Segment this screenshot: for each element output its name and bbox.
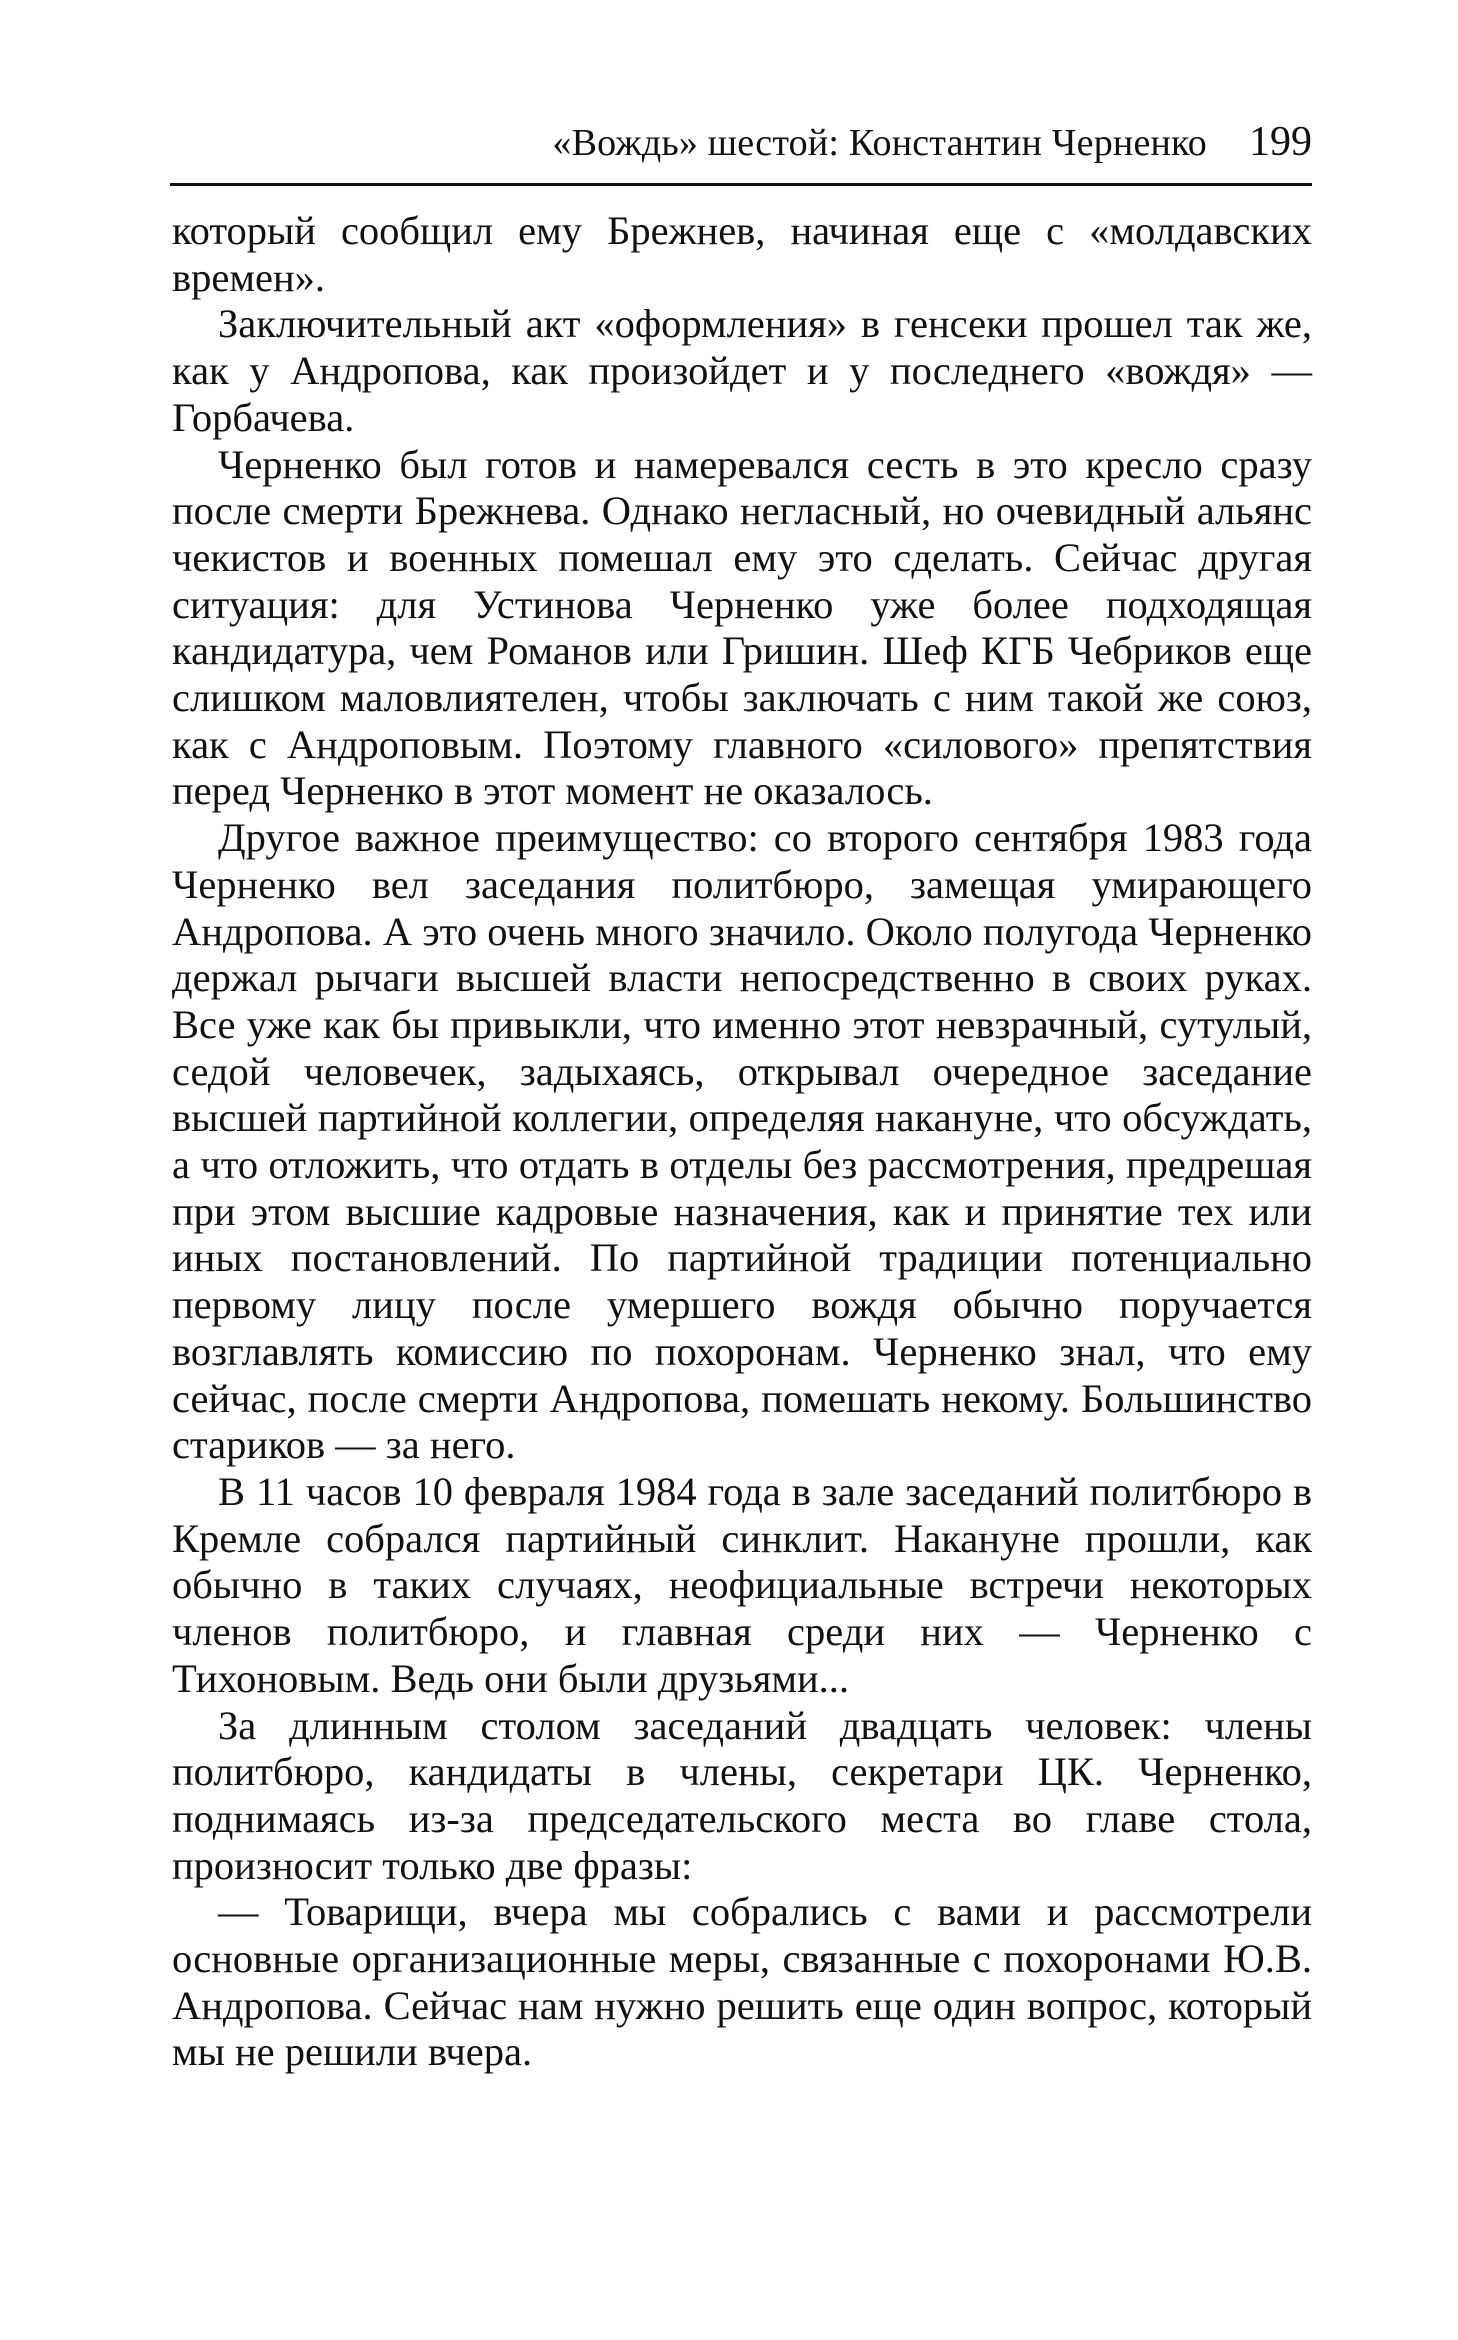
header-rule <box>170 183 1312 186</box>
body-text <box>172 208 1312 2076</box>
paragraph: — Товарищи, вчера мы собрались с вами и рассмотрели основные организационные меры, связанные с похоронами Ю.В. Андропова. Сейчас нам нужно решить еще один вопрос, который мы не решили вчера. <box>172 1889 1312 2075</box>
paragraph: В 11 часов 10 февраля 1984 года в зале заседаний политбюро в Кремле собрался партийный синклит. Накануне прошли, как обычно в таких случаях, неофициальные встречи некоторых членов политбюро, и главная среди них — Черненко с Тихоновым. Ведь они были друзьями... <box>172 1468 1312 1701</box>
paragraph: Черненко был готов и намеревался сесть в это кресло сразу после смерти Брежнева. Однако негласный, но очевидный альянс чекистов и военных помешал ему это сделать. Сейчас другая ситуация: для Устинова Черненко уже более подходящая кандидатура, чем Романов или Гришин. Шеф КГБ Чебриков еще слишком маловлиятелен, чтобы заключать с ним такой же союз, как с Андроповым. Поэтому главного «силового» препятствия перед Черненко в этот момент не оказалось. <box>172 441 1312 814</box>
paragraph: который сообщил ему Брежнев, начиная еще с «молдавских времен». <box>172 208 1312 300</box>
paragraph: Другое важное преимущество: со второго сентября 1983 года Черненко вел заседания политбюро, замещая умирающего Андропова. А это очень много значило. Около полугода Черненко держал рычаги высшей власти непосредственно в своих руках. Все уже как бы привыкли, что именно этот невзрачный, сутулый, седой человечек, задыхаясь, открывал очередное заседание высшей партийной коллегии, определяя накануне, что обсуждать, а что отложить, что отдать в отделы без рассмотрения, предрешая при этом высшие кадровые назначения, как и принятие тех или иных постановлений. По партийной традиции потенциально первому лицу после умершего вождя обычно поручается возглавлять комиссию по похоронам. Черненко знал, что ему сейчас, после смерти Андропова, помешать некому. Большинство стариков — за него. <box>172 815 1312 1468</box>
running-header <box>170 118 1312 178</box>
paragraph: Заключительный акт «оформления» в генсеки прошел так же, как у Андропова, как произойдет и у последнего «вождя» — Горбачева. <box>172 301 1312 440</box>
running-title: «Вождь» шестой: Константин Черненко <box>552 122 1207 164</box>
paragraph: За длинным столом заседаний двадцать человек: члены политбюро, кандидаты в члены, секретари ЦК. Черненко, поднимаясь из-за председательского места во главе стола, произносит только две фразы: <box>172 1702 1312 1888</box>
page-number: 199 <box>1249 119 1312 165</box>
